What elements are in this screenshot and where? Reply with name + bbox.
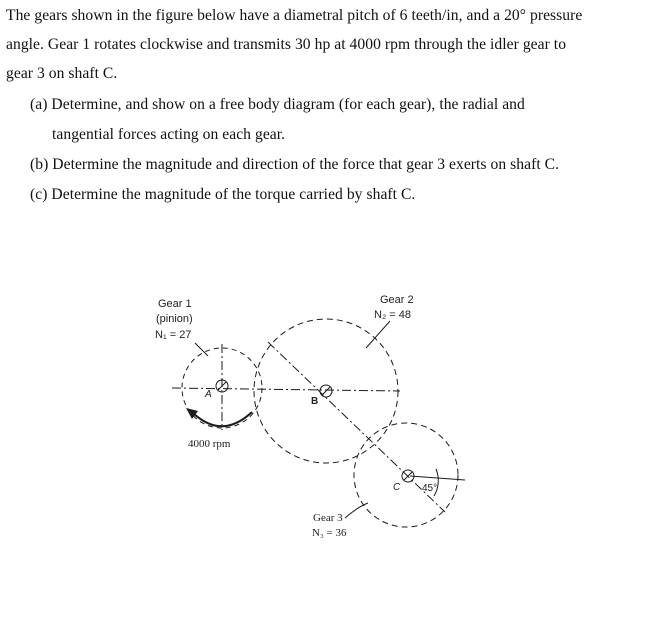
rotation-arrowhead — [186, 408, 198, 419]
shaft-b-label: B — [311, 396, 319, 407]
gear2-name: Gear 2 — [380, 294, 414, 306]
gear3-name: Gear 3 — [313, 512, 343, 524]
intro-line-1: The gears shown in the figure below have a diametral pitch of 6 teeth/in, and a 20° pressure — [6, 7, 583, 24]
angle-reference-line — [410, 476, 465, 480]
part-c: (c) Determine the magnitude of the torque carried by shaft C. — [30, 186, 416, 203]
center-line-b-c — [268, 342, 445, 512]
gear3-teeth: N₃ = 36 — [312, 527, 347, 539]
intro-line-2: angle. Gear 1 rotates clockwise and transmits 30 hp at 4000 rpm through the idler gear to — [6, 36, 567, 53]
gear2-teeth: N₂ = 48 — [374, 309, 411, 321]
shaft-a-label: A — [205, 389, 212, 400]
gear1-name: Gear 1 — [158, 298, 192, 310]
shaft-c-label: C — [393, 482, 401, 493]
part-a-line-2: tangential forces acting on each gear. — [52, 126, 286, 143]
shaft-b-hatch — [322, 387, 330, 395]
gear1-teeth: N₁ = 27 — [155, 329, 192, 341]
gear3-leader — [345, 503, 368, 518]
gear1-role: (pinion) — [156, 313, 193, 325]
angle-label: 45° — [422, 483, 438, 494]
part-a-line-1: (a) Determine, and show on a free body diagram (for each gear), the radial and — [30, 96, 525, 113]
gear2-leader — [366, 321, 390, 348]
gear1-speed: 4000 rpm — [188, 438, 231, 450]
part-b: (b) Determine the magnitude and direction of the force that gear 3 exerts on shaft C. — [30, 156, 560, 173]
intro-line-3: gear 3 on shaft C. — [6, 65, 118, 82]
